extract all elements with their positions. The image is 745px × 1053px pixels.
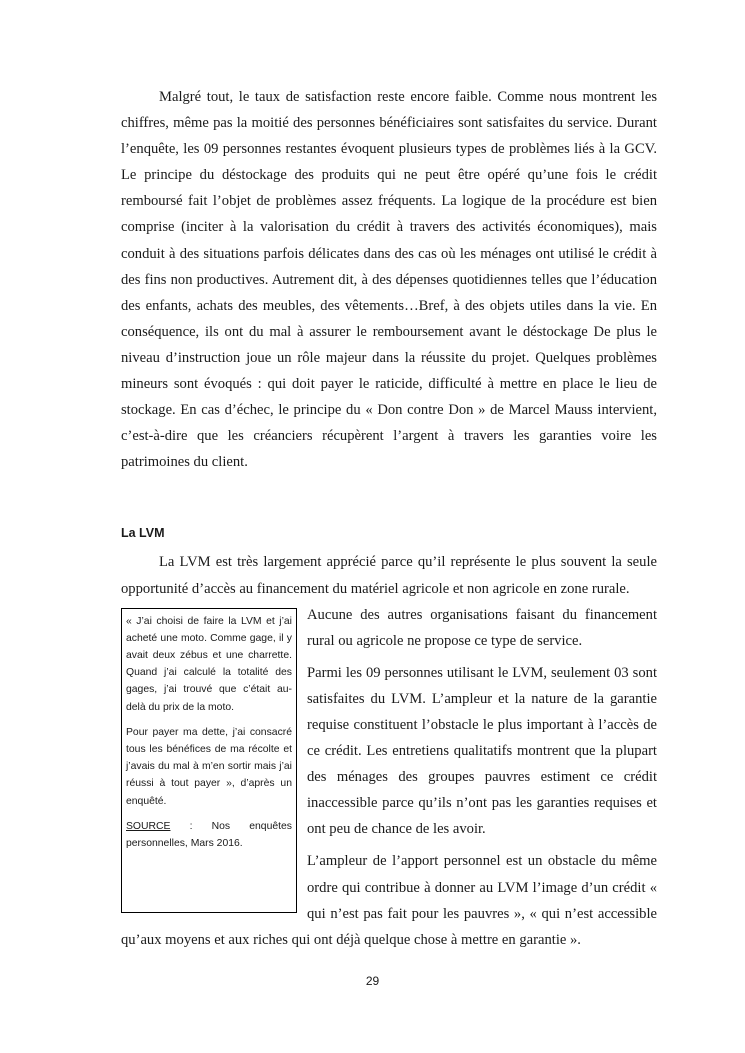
section-heading-lvm: La LVM — [121, 526, 165, 541]
source-text: : Nos enquêtes personnelles, Mars 2016. — [126, 820, 292, 850]
paragraph-gcv-satisfaction: Malgré tout, le taux de satisfaction reste encore faible. Comme nous montrent les chiffres, même pas la moitié des personnes bénéficiaires sont satisfaites du service. Durant l’enquête, les 09 personnes restantes évoquent plusieurs types de problèmes liés à la GCV. Le principe du déstockage des produits qui ne peut être opéré qu’une fois le crédit remboursé fait l’objet de problèmes assez fréquents. La logique de la procédure est bien comprise (inciter à la valorisation du crédit à travers des activités économiques), mais conduit à des situations parfois délicates dans des cas où les ménages ont utilisé le crédit à des fins non productives. Autrement dit, à des dépenses quotidiennes telles que l’éducation des enfants, achats des meubles, des vêtements…Bref, à des objets utiles dans la vie. En conséquence, ils ont du mal à assurer le remboursement avant le déstockage De plus le niveau d’instruction joue un rôle majeur dans la réussite du projet. Quelques problèmes mineurs sont évoqués : qui doit payer le raticide, difficulté à mettre en place le lieu de stockage. En cas d’échec, le principe du « Don contre Don » de Marcel Mauss intervient, c’est-à-dire que les créanciers récupèrent l’argent à travers les garanties voire les patrimoines du client. — [121, 89, 657, 471]
paragraph-lvm-satisfaction: Parmi les 09 personnes utilisant le LVM, seulement 03 sont satisfaites du LVM. L’ampleur et la nature de la garantie requise constituent l’obstacle le plus important à l’accès de ce crédit. Les entretiens qualitatifs montrent que la plupart des ménages des groupes pauvres estiment ce crédit inaccessible parce qu’ils n’ont pas les garanties requises et ont peu de chance de les avoir. — [307, 664, 657, 838]
document-page — [121, 84, 657, 953]
source-label: SOURCE — [126, 820, 171, 832]
paragraph-lvm-intro: La LVM est très largement apprécié parce qu’il représente le plus souvent la seule opportunité d’accès au financement du matériel agricole et non agricole en zone rurale. — [121, 554, 657, 597]
paragraph-lvm-other-orgs: Aucune des autres organisations faisant du financement rural ou agricole ne propose ce type de service. — [307, 606, 657, 649]
quote-source — [126, 818, 292, 852]
quote-text-2: Pour payer ma dette, j’ai consacré tous les bénéfices de ma récolte et j’avais du mal à m’en sortir mais j’ai réussi à tout payer », d’après un enquêté. — [126, 726, 292, 807]
interview-quote-box — [121, 608, 297, 914]
quote-text-1: « J’ai choisi de faire la LVM et j’ai acheté une moto. Comme gage, il y avait deux zébus et une charrette. Quand j’ai calculé la totalité des gages, j’ai trouvé que c’était au-delà du prix de la moto. — [126, 615, 292, 713]
section-spacer — [121, 475, 657, 523]
paragraph-lvm-personal-contribution: L’ampleur de l’apport personnel est un obstacle du même ordre qui contribue à donner au LVM l’image d’un crédit « qui n’est pas fait pour les pauvres », « qui n’est accessible qu’aux moyens et aux riches qui ont déjà quelque chose à mettre en garantie ». — [121, 853, 657, 948]
page-number: 29 — [365, 974, 380, 988]
